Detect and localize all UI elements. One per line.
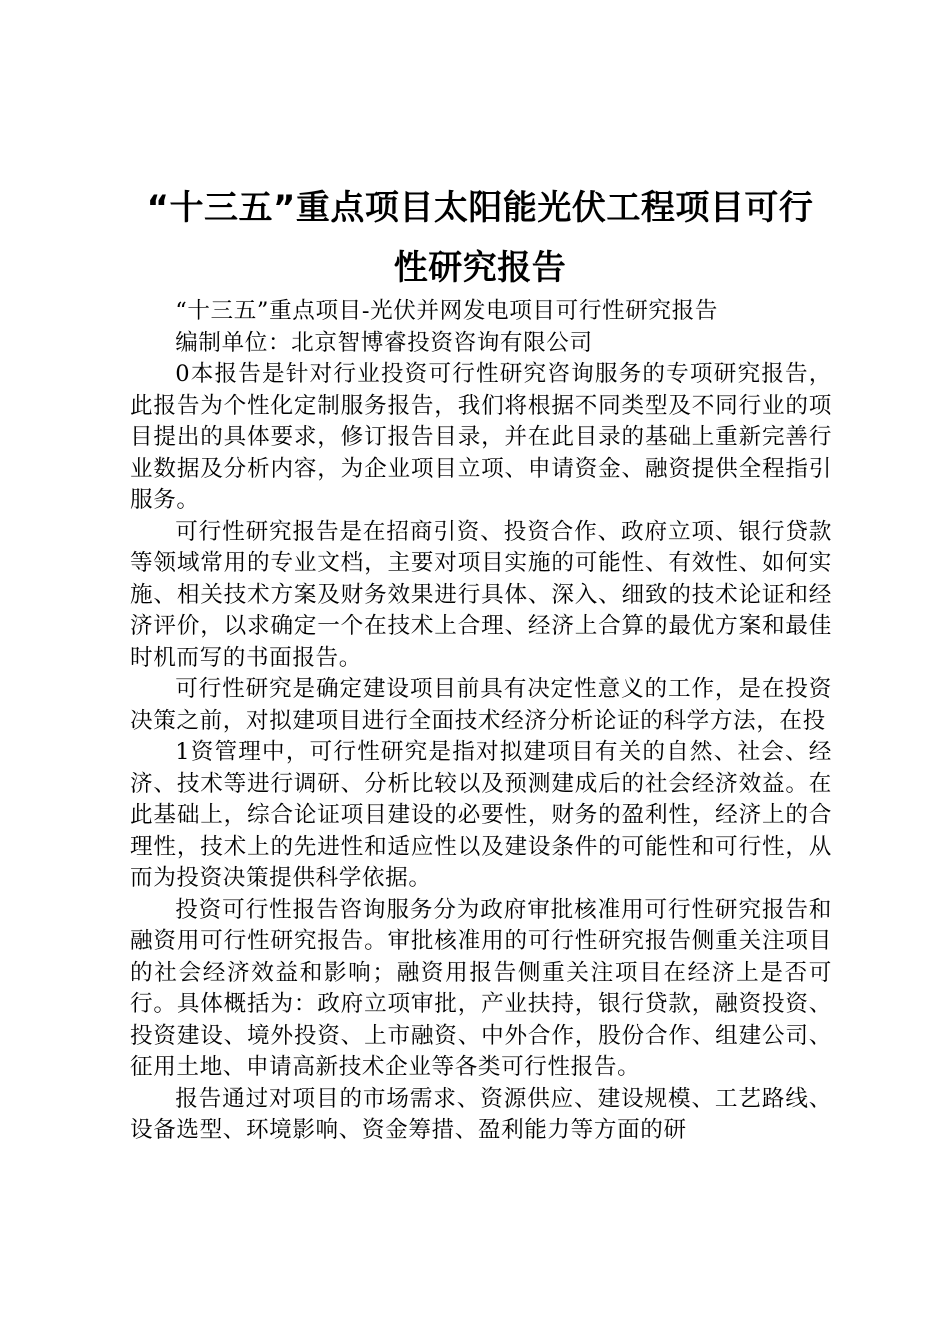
body-paragraph: 0本报告是针对行业投资可行性研究咨询服务的专项研究报告，此报告为个性化定制服务报告，我们将根据不同类型及不同行业的项目提出的具体要求，修订报告目录，并在此目录的基础上重新完善行业数据及分析内容，为企业项目立项、申请资金、融资提供全程指引服务。 xyxy=(130,361,832,513)
document-title: “十三五”重点项目太阳能光伏工程项目可行性研究报告 xyxy=(146,188,814,288)
body-paragraph: 1资管理中，可行性研究是指对拟建项目有关的自然、社会、经济、技术等进行调研、分析比较以及预测建成后的社会经济效益。在此基础上，综合论证项目建设的必要性，财务的盈利性，经济上的合理性，技术上的先进性和适应性以及建设条件的可能性和可行性，从而为投资决策提供科学依据。 xyxy=(130,739,832,891)
compiler-line: 编制单位：北京智博睿投资咨询有限公司 xyxy=(175,329,593,356)
body-paragraph: 可行性研究是确定建设项目前具有决定性意义的工作，是在投资决策之前，对拟建项目进行全面技术经济分析论证的科学方法，在投 xyxy=(130,676,832,734)
body-paragraph: 报告通过对项目的市场需求、资源供应、建设规模、工艺路线、设备选型、环境影响、资金筹措、盈利能力等方面的研 xyxy=(130,1085,832,1143)
subtitle-line: “十三五”重点项目-光伏并网发电项目可行性研究报告 xyxy=(175,298,718,324)
body-paragraph: 可行性研究报告是在招商引资、投资合作、政府立项、银行贷款等领域常用的专业文档，主要对项目实施的可能性、有效性、如何实施、相关技术方案及财务效果进行具体、深入、细致的技术论证和经济评价，以求确定一个在技术上合理、经济上合算的最优方案和最佳时机而写的书面报告。 xyxy=(130,518,832,671)
document-body xyxy=(130,296,832,1147)
body-paragraph: 投资可行性报告咨询服务分为政府审批核准用可行性研究报告和融资用可行性研究报告。审批核准用的可行性研究报告侧重关注项目的社会经济效益和影响；融资用报告侧重关注项目在经济上是否可行。具体概括为：政府立项审批，产业扶持，银行贷款，融资投资、投资建设、境外投资、上市融资、中外合作，股份合作、组建公司、征用土地、申请高新技术企业等各类可行性报告。 xyxy=(130,896,832,1080)
